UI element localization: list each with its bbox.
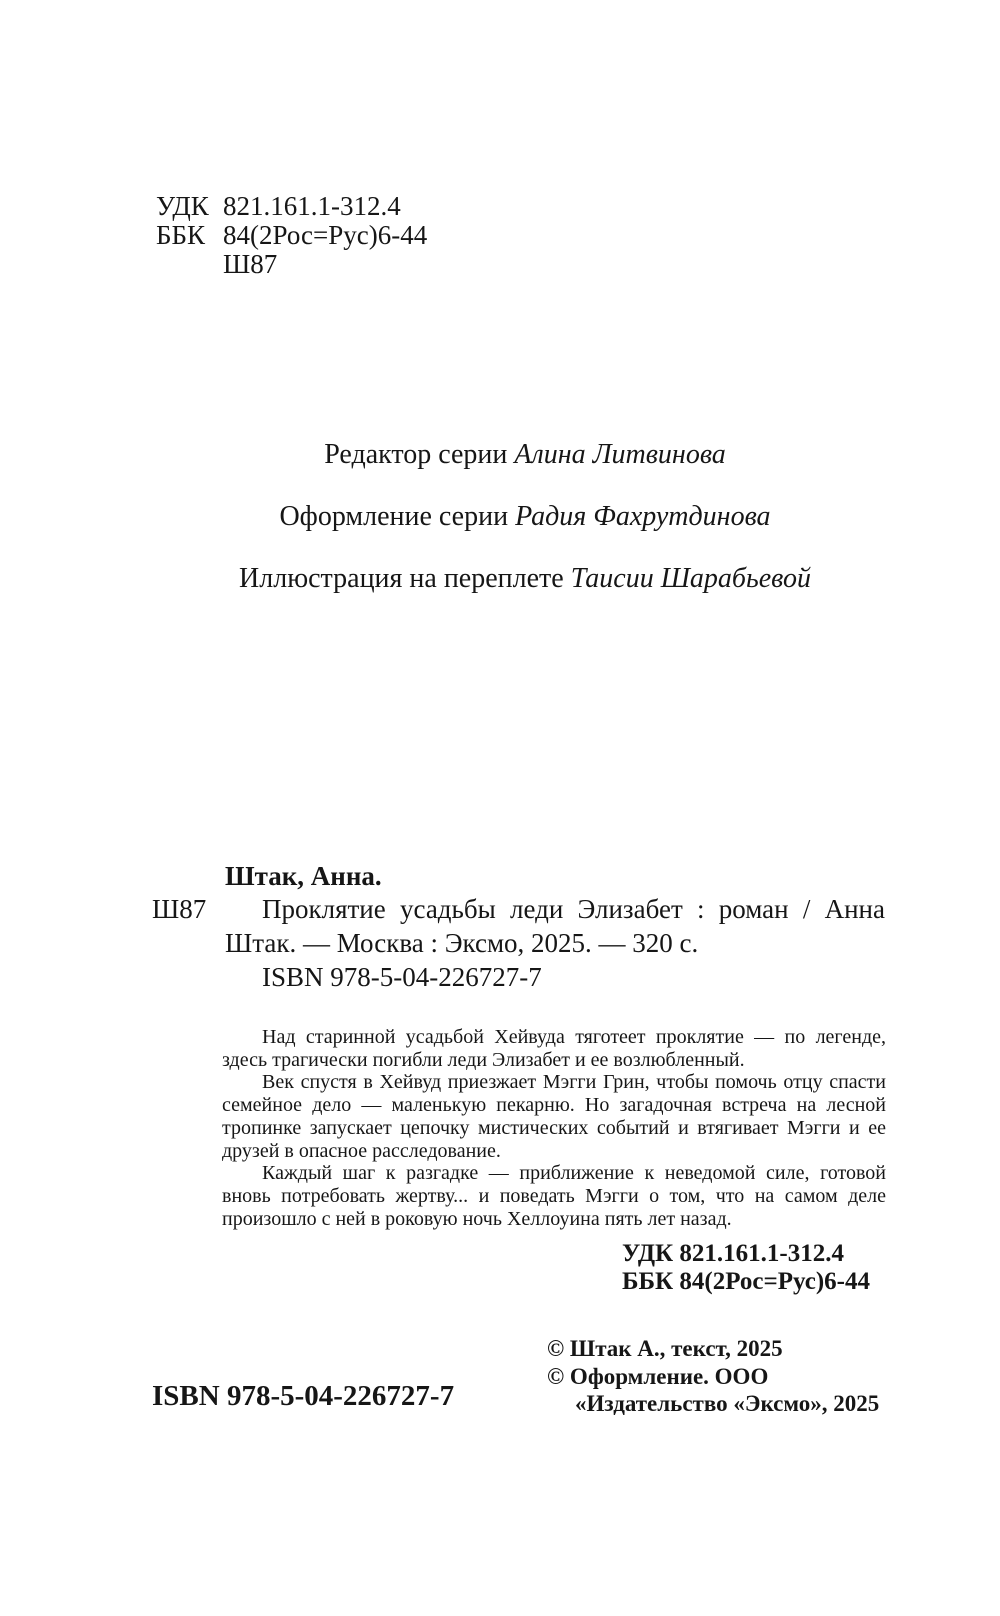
annotation-paragraph-1: Над старинной усадьбой Хейвуда тяготеет проклятие — по легенде, здесь трагически погибли леди Элизабет и ее возлюбленный. bbox=[222, 1026, 886, 1071]
udk-value: 821.161.1-312.4 bbox=[223, 191, 401, 221]
isbn-line: ISBN 978-5-04-226727-7 bbox=[262, 962, 542, 992]
isbn-bottom: ISBN 978-5-04-226727-7 bbox=[152, 1380, 455, 1412]
copyright-line-publisher: «Издательство «Эксмо», 2025 bbox=[575, 1391, 880, 1417]
series-designer-name: Радия Фахрутдинова bbox=[515, 501, 771, 532]
bbk-value: 84(2Рос=Рус)6-44 bbox=[223, 220, 428, 250]
cover-illustrator-credit bbox=[145, 562, 905, 596]
series-editor-name: Алина Литвинова bbox=[514, 439, 726, 470]
bbk-code-row bbox=[156, 221, 427, 250]
copyright-line-design: © Оформление. ООО bbox=[547, 1363, 769, 1389]
bbk-code-bold: ББК 84(2Рос=Рус)6-44 bbox=[622, 1268, 870, 1295]
series-credits-block bbox=[145, 438, 905, 598]
cover-illustrator-name: Таисии Шарабьевой bbox=[570, 563, 811, 594]
series-designer-credit bbox=[145, 500, 905, 534]
author-sign-spacer bbox=[156, 250, 223, 279]
annotation-block bbox=[222, 1026, 886, 1230]
author-heading: Штак, Анна. bbox=[225, 861, 382, 891]
cover-illustrator-role: Иллюстрация на переплете bbox=[239, 563, 571, 594]
copyright-line-text: © Штак А., текст, 2025 bbox=[547, 1336, 783, 1361]
udk-code-row bbox=[156, 192, 427, 221]
series-designer-role: Оформление серии bbox=[279, 501, 516, 532]
classification-codes-bold-block bbox=[622, 1240, 870, 1296]
annotation-paragraph-2: Век спустя в Хейвуд приезжает Мэгги Грин, чтобы помочь отцу спасти семейное дело — маленькую пекарню. Но загадочная встреча на лесной тропинке запускает цепочку мистических событий и втягивает Мэгги и ее друзей в опасное расследование. bbox=[222, 1071, 886, 1162]
series-editor-credit bbox=[145, 438, 905, 472]
series-editor-role: Редактор серии bbox=[324, 439, 515, 470]
copyright-block bbox=[547, 1335, 879, 1418]
bbk-label: ББК bbox=[156, 220, 206, 250]
author-sign-value: Ш87 bbox=[223, 249, 278, 279]
author-sign-row bbox=[156, 250, 427, 279]
bibliographic-entry: Проклятие усадьбы леди Элизабет : роман / Анна Штак. — Москва : Эксмо, 2025. — 320 с. bbox=[225, 894, 885, 958]
udk-code-bold: УДК 821.161.1-312.4 bbox=[622, 1240, 844, 1267]
udk-label: УДК bbox=[156, 191, 209, 221]
classification-codes-block bbox=[156, 192, 427, 279]
author-sign: Ш87 bbox=[152, 894, 207, 924]
annotation-paragraph-3: Каждый шаг к разгадке — приближение к неведомой силе, готовой вновь потребовать жертву... и поведать Мэгги о том, что на самом деле произошло с ней в роковую ночь Хеллоуина пять лет назад. bbox=[222, 1162, 886, 1230]
